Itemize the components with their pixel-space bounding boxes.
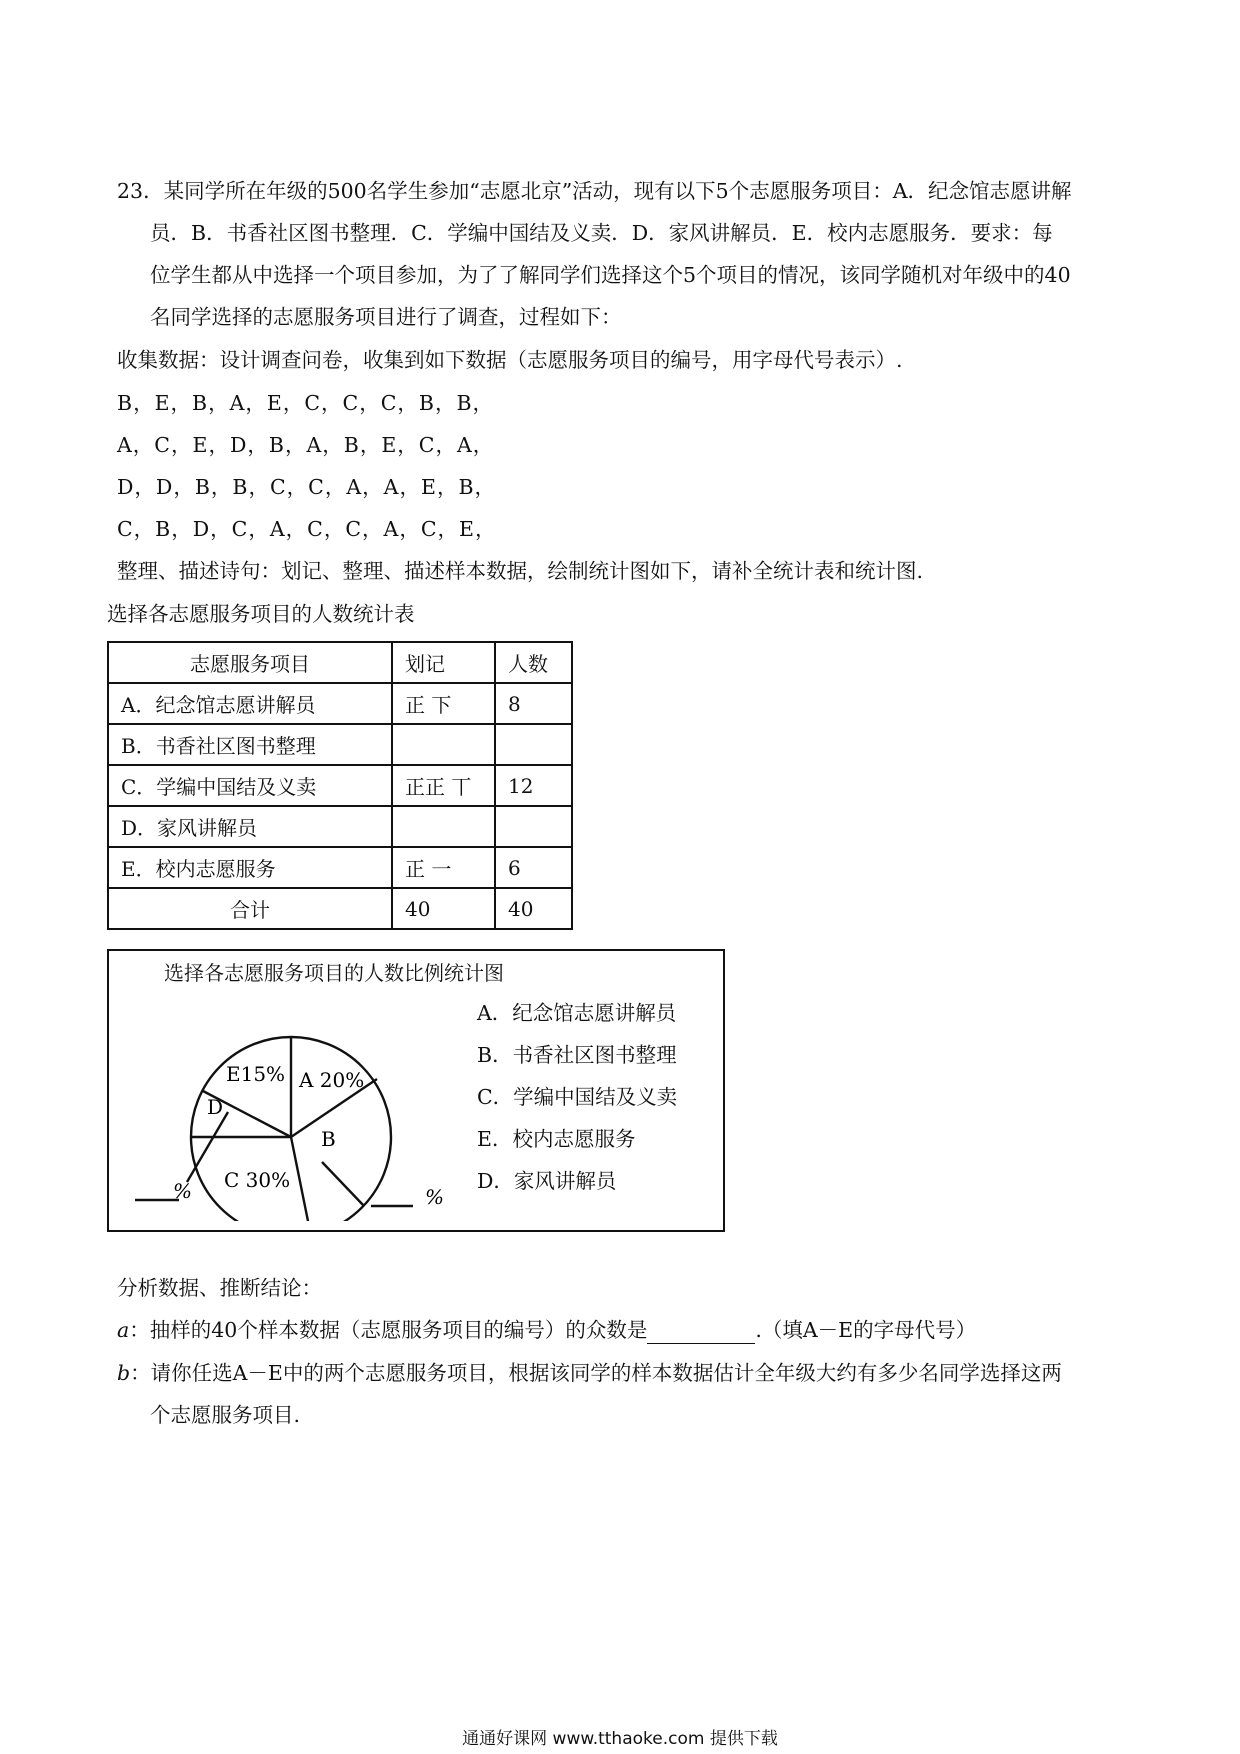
table-row bbox=[108, 847, 572, 888]
answer-blank[interactable] bbox=[647, 1325, 755, 1344]
label-d: D bbox=[207, 1095, 224, 1119]
legend-item-d: D．家风讲解员 bbox=[477, 1169, 617, 1193]
b-prefix: b bbox=[117, 1361, 131, 1385]
header-item: 志愿服务项目 bbox=[108, 642, 392, 683]
data-row-3: D，D，B，B，C，C，A，A，E，B， bbox=[117, 475, 497, 499]
a-prefix: a bbox=[117, 1318, 130, 1342]
question-line-4: 名同学选择的志愿服务项目进行了调查，过程如下： bbox=[150, 305, 622, 329]
data-row-1: B，E，B，A，E，C，C，C，B，B， bbox=[117, 391, 495, 415]
collect-data-label: 收集数据：设计调查问卷，收集到如下数据（志愿服务项目的编号，用字母代号表示）. bbox=[117, 348, 903, 372]
question-line-3: 位学生都从中选择一个项目参加，为了了解同学们选择这个5个项目的情况，该同学随机对年级中的40 bbox=[150, 263, 1071, 287]
row-count bbox=[495, 806, 572, 847]
pie-chart bbox=[109, 981, 469, 1221]
organize-label: 整理、描述诗句：划记、整理、描述样本数据，绘制统计图如下，请补全统计表和统计图. bbox=[117, 559, 924, 583]
header-count: 人数 bbox=[495, 642, 572, 683]
legend-item-b: B．书香社区图书整理 bbox=[477, 1043, 677, 1067]
a-suffix: .（填A－E的字母代号） bbox=[755, 1318, 977, 1342]
row-count bbox=[495, 724, 572, 765]
table-header-row bbox=[108, 642, 572, 683]
a-text: ：抽样的40个样本数据（志愿服务项目的编号）的众数是 bbox=[129, 1318, 648, 1342]
total-tally: 40 bbox=[392, 888, 495, 929]
table-total-row bbox=[108, 888, 572, 929]
table-row bbox=[108, 806, 572, 847]
table-title: 选择各志愿服务项目的人数统计表 bbox=[107, 602, 415, 626]
total-label: 合计 bbox=[108, 888, 392, 929]
row-count: 6 bbox=[495, 847, 572, 888]
label-d-pct: % bbox=[173, 1179, 193, 1203]
pie-chart-title: 选择各志愿服务项目的人数比例统计图 bbox=[164, 961, 504, 985]
data-row-4: C，B，D，C，A，C，C，A，C，E， bbox=[117, 517, 497, 541]
table-row bbox=[108, 765, 572, 806]
footer: 通通好课网 www.tthaoke.com 提供下载 bbox=[462, 1729, 778, 1749]
label-b: B bbox=[321, 1127, 336, 1151]
analysis-a bbox=[117, 1316, 976, 1344]
row-item: A．纪念馆志愿讲解员 bbox=[108, 683, 392, 724]
total-count: 40 bbox=[495, 888, 572, 929]
analysis-b bbox=[117, 1359, 1062, 1387]
analysis-label: 分析数据、推断结论： bbox=[117, 1276, 322, 1300]
b-text: ：请你任选A－E中的两个志愿服务项目，根据该同学的样本数据估计全年级大约有多少名同学选择这两 bbox=[130, 1361, 1062, 1385]
row-item: D．家风讲解员 bbox=[108, 806, 392, 847]
row-tally: 正正 丅 bbox=[392, 765, 495, 806]
row-count: 12 bbox=[495, 765, 572, 806]
legend-item-e: E．校内志愿服务 bbox=[477, 1127, 636, 1151]
question-line-2: 员．B．书香社区图书整理．C．学编中国结及义卖．D．家风讲解员．E．校内志愿服务．要求：每 bbox=[150, 221, 1053, 245]
data-row-2: A，C，E，D，B，A，B，E，C，A， bbox=[117, 433, 495, 457]
label-e: E15% bbox=[226, 1062, 286, 1086]
row-tally: 正 一 bbox=[392, 847, 495, 888]
row-tally bbox=[392, 806, 495, 847]
question-line-1: 23．某同学所在年级的500名学生参加“志愿北京”活动，现有以下5个志愿服务项目：A．纪念馆志愿讲解 bbox=[117, 179, 1072, 203]
row-tally bbox=[392, 724, 495, 765]
slice-line-b-c bbox=[291, 1137, 311, 1221]
stats-table bbox=[107, 641, 573, 930]
legend-item-c: C．学编中国结及义卖 bbox=[477, 1085, 678, 1109]
row-item: B．书香社区图书整理 bbox=[108, 724, 392, 765]
row-count: 8 bbox=[495, 683, 572, 724]
legend-item-a: A．纪念馆志愿讲解员 bbox=[477, 1001, 677, 1025]
label-b-pct: % bbox=[425, 1185, 445, 1209]
row-item: C．学编中国结及义卖 bbox=[108, 765, 392, 806]
pie-chart-box bbox=[107, 949, 725, 1232]
analysis-b-line-2: 个志愿服务项目. bbox=[150, 1403, 301, 1427]
header-tally: 划记 bbox=[392, 642, 495, 683]
row-item: E．校内志愿服务 bbox=[108, 847, 392, 888]
b-leader-line bbox=[322, 1162, 364, 1206]
label-c: C 30% bbox=[224, 1168, 291, 1192]
table-row bbox=[108, 724, 572, 765]
label-a: A 20% bbox=[299, 1068, 365, 1092]
table-row bbox=[108, 683, 572, 724]
row-tally: 正 下 bbox=[392, 683, 495, 724]
